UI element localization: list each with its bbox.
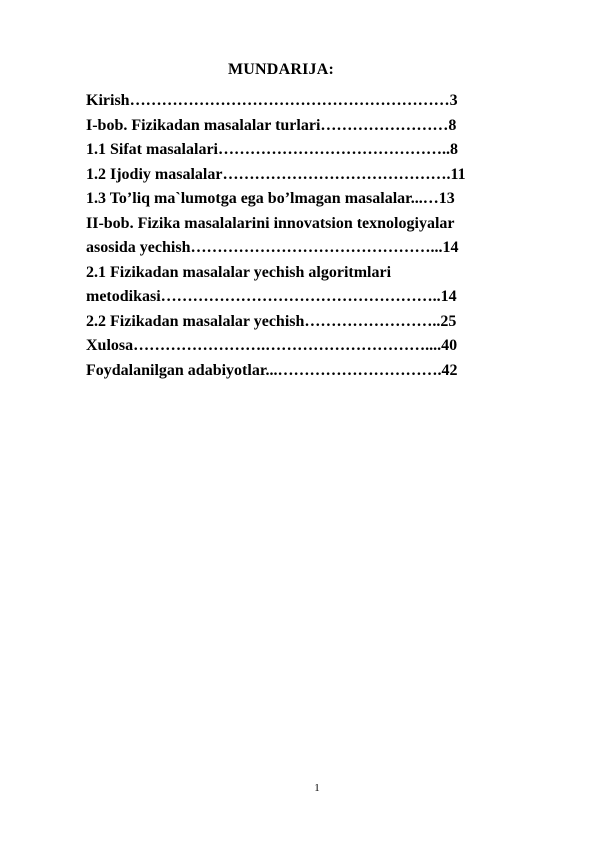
- toc-entry-chapter-1: I-bob. Fizikadan masalalar turlari……………………8: [86, 116, 457, 134]
- page-number: 1: [314, 782, 320, 794]
- toc-entry-kirish: Kirish……………………………………………………3: [86, 92, 458, 109]
- toc-entry-2-1-line-2: metodikasi……………………………………………..14: [86, 288, 457, 305]
- toc-entry-adabiyotlar: Foydalanilgan adabiyotlar...………………………….42: [86, 361, 458, 379]
- toc-entry-chapter-2-line-2: asosida yechish………………………………………...14: [86, 239, 459, 256]
- toc-entry-1-1: 1.1 Sifat masalalari……………………………………..8: [86, 141, 458, 158]
- toc-entry-chapter-2-line-1: II-bob. Fizika masalalarini innovatsion texnologiyalar: [86, 214, 455, 232]
- table-of-contents: [86, 89, 526, 383]
- toc-entry-2-2: 2.2 Fizikadan masalalar yechish……………………..25: [86, 312, 457, 330]
- toc-entry-2-1-line-1: 2.1 Fizikadan masalalar yechish algoritmlari: [86, 263, 392, 281]
- toc-title: MUNDARIJA:: [228, 61, 334, 78]
- toc-entry-xulosa: Xulosa…………………….…………………………....40: [86, 337, 458, 354]
- toc-entry-1-2: 1.2 Ijodiy masalalar…………………………………….11: [86, 165, 466, 183]
- toc-entry-1-3: 1.3 To’liq ma`lumotga ega bo’lmagan masalalar...…13: [86, 190, 455, 207]
